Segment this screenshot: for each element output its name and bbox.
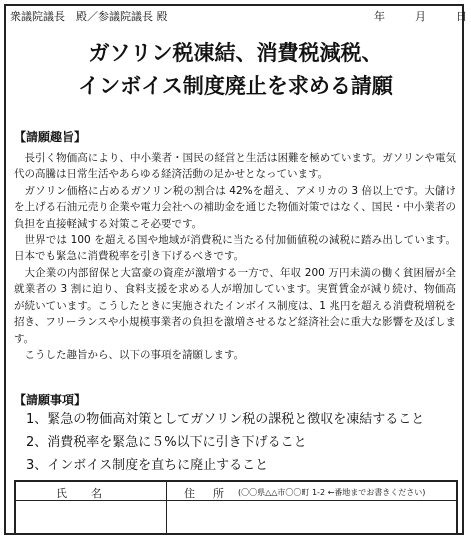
purpose-paragraph: 世界では 100 を超える国や地域が消費税に当たる付加価値税の減税に踏み出しています。日本でも緊急に消費税率を引き下げるべきです。 <box>14 234 456 263</box>
name-column-header: 氏名 <box>56 487 126 500</box>
signature-table <box>14 480 458 535</box>
purpose-paragraph: こうした趣旨から、以下の事項を請願します。 <box>24 349 245 361</box>
purpose-paragraph: 大企業の内部留保と大富豪の資産が激増する一方で、年収 200 万円未満の働く貧困層が全就業者の 3 割に迫り、食料支援を求める人が増加しています。実質賃金が減り続け、物価高が続いています。こうしたときに実施されたインボイス制度は、1 兆円を超える消費税増税を招き、フリーランスや小規模事業者の負担を激増させるなど経済社会に重大な影響を及ぼします。 <box>14 267 456 345</box>
request-item: 3、インボイス制度を直ちに廃止すること <box>26 458 269 473</box>
purpose-paragraph: ガソリン価格に占めるガソリン税の割合は 42%を超え、アメリカの 3 倍以上です。大儲けを上げる石油元売り企業や電力会社への補助金を通じた物価対策ではなく、国民・中小業者の負担を直接軽減する対策こそ必要です。 <box>14 185 456 230</box>
address-column-header: 住所 <box>184 487 242 500</box>
purpose-heading: 【請願趣旨】 <box>14 130 87 144</box>
items-heading: 【請願事項】 <box>14 393 87 407</box>
table-column-divider <box>166 482 167 535</box>
purpose-paragraph: 長引く物価高により、中小業者・国民の経営と生活は困難を極めています。ガソリンや電気代の高騰は日常生活やあらゆる経済活動の足かせとなっています。 <box>14 152 456 181</box>
address-format-note: (〇〇県△△市〇〇町 1-2 ←番地までお書きください) <box>238 488 426 497</box>
table-header-divider <box>16 500 456 501</box>
request-item: 1、緊急の物価高対策としてガソリン税の課税と徴収を凍結すること <box>26 412 425 427</box>
petition-title-line2: インボイス制度廃止を求める請願 <box>78 74 393 98</box>
date-day: 日 <box>456 10 467 23</box>
date-line <box>374 8 467 24</box>
petition-title-line1: ガソリン税凍結、消費税減税、 <box>88 41 383 65</box>
date-year: 年 <box>374 10 385 23</box>
request-item: 2、消費税率を緊急に５%以下に引き下げること <box>26 435 307 450</box>
addressees: 衆議院議長 殿／参議院議長 殿 <box>10 10 168 23</box>
date-month: 月 <box>415 10 426 23</box>
